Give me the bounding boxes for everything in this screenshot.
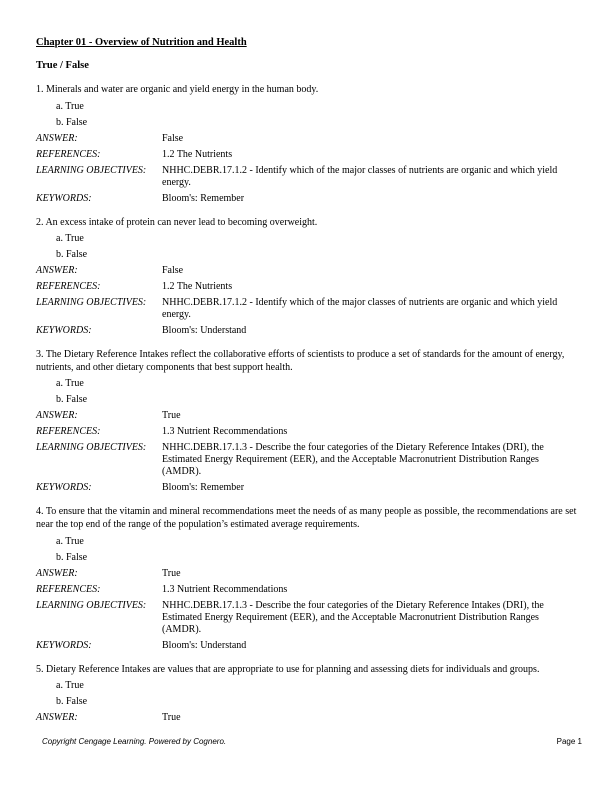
- question-5: [36, 664, 580, 725]
- answer-row: [36, 133, 580, 145]
- learning-objectives-label: LEARNING OBJECTIVES:: [36, 599, 147, 611]
- question-text: 5. Dietary Reference Intakes are values that are appropriate to use for planning and assessing diets for individuals and groups.: [36, 663, 540, 675]
- question-4: [36, 506, 580, 651]
- learning-objectives-value: NHHC.DEBR.17.1.2 - Identify which of the major classes of nutrients are organic and which yield energy.: [162, 164, 558, 188]
- answer-label: ANSWER:: [36, 132, 78, 144]
- learning-objectives-label: LEARNING OBJECTIVES:: [36, 297, 147, 309]
- answer-row: [36, 712, 580, 724]
- keywords-label: KEYWORDS:: [36, 325, 92, 337]
- section-title: True / False: [36, 60, 89, 71]
- learning-objectives-label: LEARNING OBJECTIVES:: [36, 164, 147, 176]
- answer-row: [36, 265, 580, 277]
- learning-objectives-value: NHHC.DEBR.17.1.3 - Describe the four categories of the Dietary Reference Intakes (DRI), the Estimated Energy Requirement (EER), and the Acceptable Macronutrient Distribution Ranges (AMDR).: [162, 442, 544, 478]
- answer-row: [36, 410, 580, 422]
- learning-objectives-row: [36, 297, 580, 321]
- chapter-title: Chapter 01 - Overview of Nutrition and Health: [36, 37, 247, 48]
- keywords-label: KEYWORDS:: [36, 192, 92, 204]
- answer-value: False: [162, 132, 184, 144]
- learning-objectives-row: [36, 165, 580, 189]
- learning-objectives-label: LEARNING OBJECTIVES:: [36, 442, 147, 454]
- keywords-row: [36, 482, 580, 494]
- answer-label: ANSWER:: [36, 265, 78, 277]
- references-row: [36, 149, 580, 161]
- keywords-value: Bloom's: Understand: [162, 325, 247, 337]
- answer-label: ANSWER:: [36, 712, 78, 724]
- keywords-label: KEYWORDS:: [36, 482, 92, 494]
- references-label: REFERENCES:: [36, 148, 101, 160]
- answer-value: True: [162, 712, 181, 724]
- keywords-value: Bloom's: Remember: [162, 192, 245, 204]
- option-false: b. False: [56, 696, 88, 708]
- keywords-label: KEYWORDS:: [36, 639, 92, 651]
- question-2: [36, 217, 580, 338]
- document-page: [36, 36, 580, 724]
- learning-objectives-row: [36, 442, 580, 478]
- keywords-row: [36, 325, 580, 337]
- references-value: 1.3 Nutrient Recommendations: [162, 583, 288, 595]
- question-text: 1. Minerals and water are organic and yield energy in the human body.: [36, 84, 319, 95]
- question-1: [36, 84, 580, 205]
- answer-value: True: [162, 410, 181, 422]
- question-text: 2. An excess intake of protein can never lead to becoming overweight.: [36, 216, 318, 228]
- page-number: Page 1: [556, 737, 582, 746]
- option-false: b. False: [56, 116, 88, 128]
- answer-label: ANSWER:: [36, 410, 78, 422]
- keywords-value: Bloom's: Remember: [162, 482, 245, 494]
- references-value: 1.2 The Nutrients: [162, 148, 233, 160]
- references-label: REFERENCES:: [36, 426, 101, 438]
- copyright-text: Copyright Cengage Learning. Powered by Cognero.: [42, 737, 227, 746]
- keywords-row: [36, 193, 580, 205]
- keywords-value: Bloom's: Understand: [162, 639, 247, 651]
- question-3: [36, 349, 580, 494]
- option-false: b. False: [56, 249, 88, 261]
- references-label: REFERENCES:: [36, 281, 101, 293]
- references-value: 1.2 The Nutrients: [162, 281, 233, 293]
- references-row: [36, 281, 580, 293]
- answer-value: True: [162, 567, 181, 579]
- learning-objectives-value: NHHC.DEBR.17.1.3 - Describe the four categories of the Dietary Reference Intakes (DRI), the Estimated Energy Requirement (EER), and the Acceptable Macronutrient Distribution Ranges (AMDR).: [162, 599, 544, 635]
- option-false: b. False: [56, 551, 88, 563]
- question-text: 3. The Dietary Reference Intakes reflect the collaborative efforts of scientists to produce a set of standards for the amount of energy, nutrients, and other dietary components that best support health.: [36, 349, 565, 373]
- learning-objectives-row: [36, 600, 580, 636]
- option-false: b. False: [56, 394, 88, 406]
- question-text: 4. To ensure that the vitamin and mineral recommendations meet the needs of as many people as possible, the recommendations are set near the top end of the range of the population’s estimated average requirements.: [36, 506, 577, 530]
- option-true: a. True: [56, 100, 84, 112]
- option-true: a. True: [56, 233, 84, 245]
- references-row: [36, 584, 580, 596]
- answer-value: False: [162, 265, 184, 277]
- learning-objectives-value: NHHC.DEBR.17.1.2 - Identify which of the major classes of nutrients are organic and which yield energy.: [162, 297, 558, 321]
- option-true: a. True: [56, 680, 84, 692]
- page-footer: [42, 737, 582, 746]
- option-true: a. True: [56, 535, 84, 547]
- references-row: [36, 426, 580, 438]
- keywords-row: [36, 640, 580, 652]
- references-label: REFERENCES:: [36, 583, 101, 595]
- references-value: 1.3 Nutrient Recommendations: [162, 426, 288, 438]
- option-true: a. True: [56, 378, 84, 390]
- answer-row: [36, 568, 580, 580]
- answer-label: ANSWER:: [36, 567, 78, 579]
